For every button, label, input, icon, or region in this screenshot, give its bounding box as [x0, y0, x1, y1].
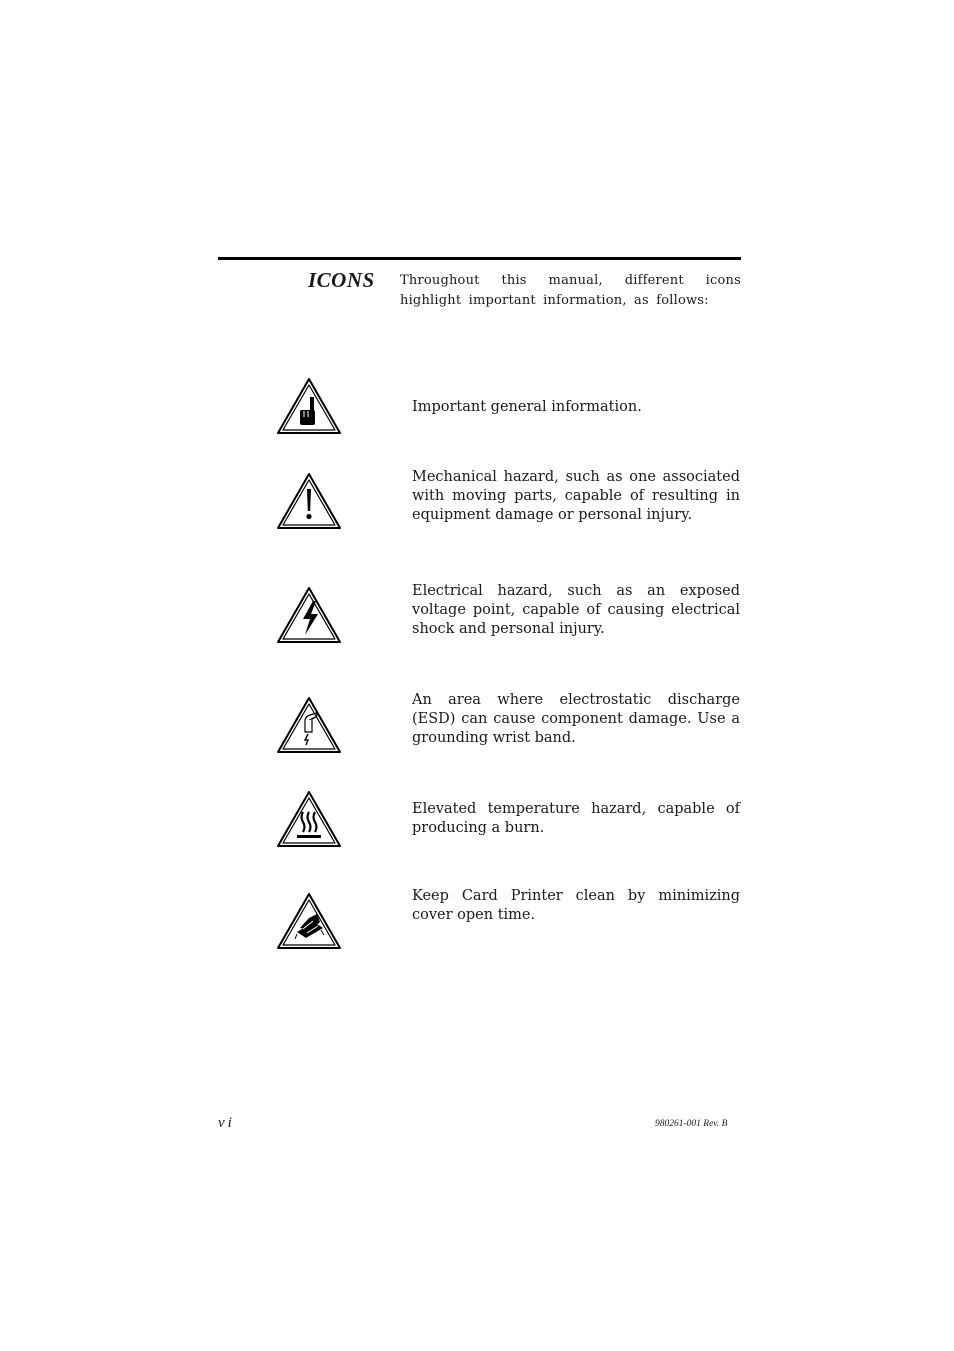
section-heading: ICONS: [308, 268, 375, 292]
icon-description-1: Important general information.: [412, 399, 642, 415]
icon-description-4: An area where electrostatic discharge (ESD) can cause component damage. Use a grounding wrist band.: [412, 692, 740, 746]
exclamation-icon: [276, 472, 342, 530]
icon-description-5: Elevated temperature hazard, capable of producing a burn.: [412, 801, 740, 836]
icon-description-3: Electrical hazard, such as an exposed voltage point, capable of causing electrical shock and personal injury.: [412, 583, 740, 637]
icon-description-6: Keep Card Printer clean by minimizing cover open time.: [412, 888, 740, 923]
lightning-bolt-icon: [276, 586, 342, 644]
top-rule: [218, 257, 741, 260]
pointing-hand-icon: [276, 377, 342, 435]
hot-surface-icon: [276, 790, 342, 848]
section-intro: Throughout this manual, different icons highlight important information, as follows:: [400, 273, 741, 308]
icon-description-2: Mechanical hazard, such as one associated with moving parts, capable of resulting in equipment damage or personal injury.: [412, 469, 740, 523]
document-number: 980261-001 Rev. B: [655, 1119, 728, 1129]
card-printer-icon: [276, 892, 342, 950]
page-number: vi: [218, 1115, 235, 1131]
esd-hand-icon: [276, 696, 342, 754]
